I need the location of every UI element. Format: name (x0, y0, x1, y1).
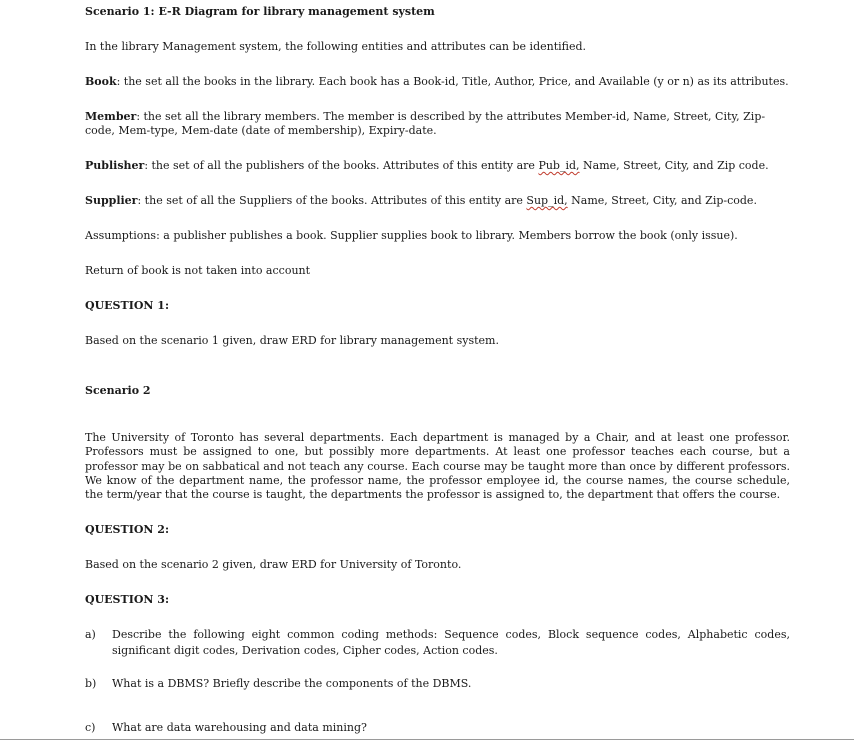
scenario1-heading: Scenario 1: E-R Diagram for library management system (85, 5, 435, 18)
item-label: c) (85, 721, 96, 734)
book-text: : the set all the books in the library. Each book has a Book-id, Title, Author, Price, and Available (y or n) as its attributes. (116, 75, 789, 88)
item-label: b) (85, 677, 97, 690)
question3-item-b (85, 676, 790, 692)
supplier-text-post: Name, Street, City, and Zip-code. (567, 194, 757, 207)
item-label: a) (85, 628, 96, 641)
publisher-definition (85, 159, 790, 173)
publisher-text-post: Name, Street, City, and Zip code. (579, 159, 769, 172)
question3-heading: QUESTION 3: (85, 593, 170, 606)
member-term: Member (85, 110, 137, 123)
member-text: : the set all the library members. The member is described by the attributes Member-id, Name, Street, City, Zip-code, Mem-type, Mem-date (date of membership), Expiry-date. (85, 110, 766, 138)
scenario1-intro: In the library Management system, the following entities and attributes can be identified. (85, 40, 587, 53)
book-definition (85, 75, 790, 89)
member-definition (85, 110, 790, 139)
publisher-term: Publisher (85, 159, 145, 172)
supplier-definition (85, 194, 790, 208)
scenario2-paragraph: The University of Toronto has several departments. Each department is managed by a Chair, and at least one professor. Professors must be assigned to one, but possibly more departments. At least one professor teaches each course, but a professor may be on sabbatical and not teach any course. Each course may be taught more than once by different professors. We know of the department name, the professor name, the professor employee id, the course names, the course schedule, the term/year that the course is taught, the departments the professor is assigned to, the department that offers the course. (85, 431, 790, 502)
scenario2-heading: Scenario 2 (85, 384, 151, 397)
question3-item-c (85, 720, 790, 736)
publisher-text-pre: : the set of all the publishers of the books. Attributes of this entity are (144, 159, 539, 172)
publisher-id-attribute: Pub_id, (538, 159, 580, 172)
supplier-text-pre: : the set of all the Suppliers of the books. Attributes of this entity are (137, 194, 527, 207)
page-bottom-divider (0, 739, 854, 740)
supplier-term: Supplier (85, 194, 138, 207)
return-note: Return of book is not taken into account (85, 264, 311, 277)
item-text: What is a DBMS? Briefly describe the components of the DBMS. (112, 677, 472, 690)
question2-heading: QUESTION 2: (85, 523, 170, 536)
item-text: What are data warehousing and data mining? (112, 721, 367, 734)
question1-heading: QUESTION 1: (85, 299, 170, 312)
question2-text: Based on the scenario 2 given, draw ERD for University of Toronto. (85, 558, 462, 571)
question3-item-a (85, 627, 790, 659)
supplier-id-attribute: Sup_id, (526, 194, 568, 207)
item-text: Describe the following eight common coding methods: Sequence codes, Block sequence codes, Alphabetic codes, significant digit codes, Derivation codes, Cipher codes, Action codes. (112, 628, 790, 657)
assumptions-text: Assumptions: a publisher publishes a book. Supplier supplies book to library. Members borrow the book (only issue). (85, 229, 738, 242)
question1-text: Based on the scenario 1 given, draw ERD for library management system. (85, 334, 499, 347)
book-term: Book (85, 75, 117, 88)
